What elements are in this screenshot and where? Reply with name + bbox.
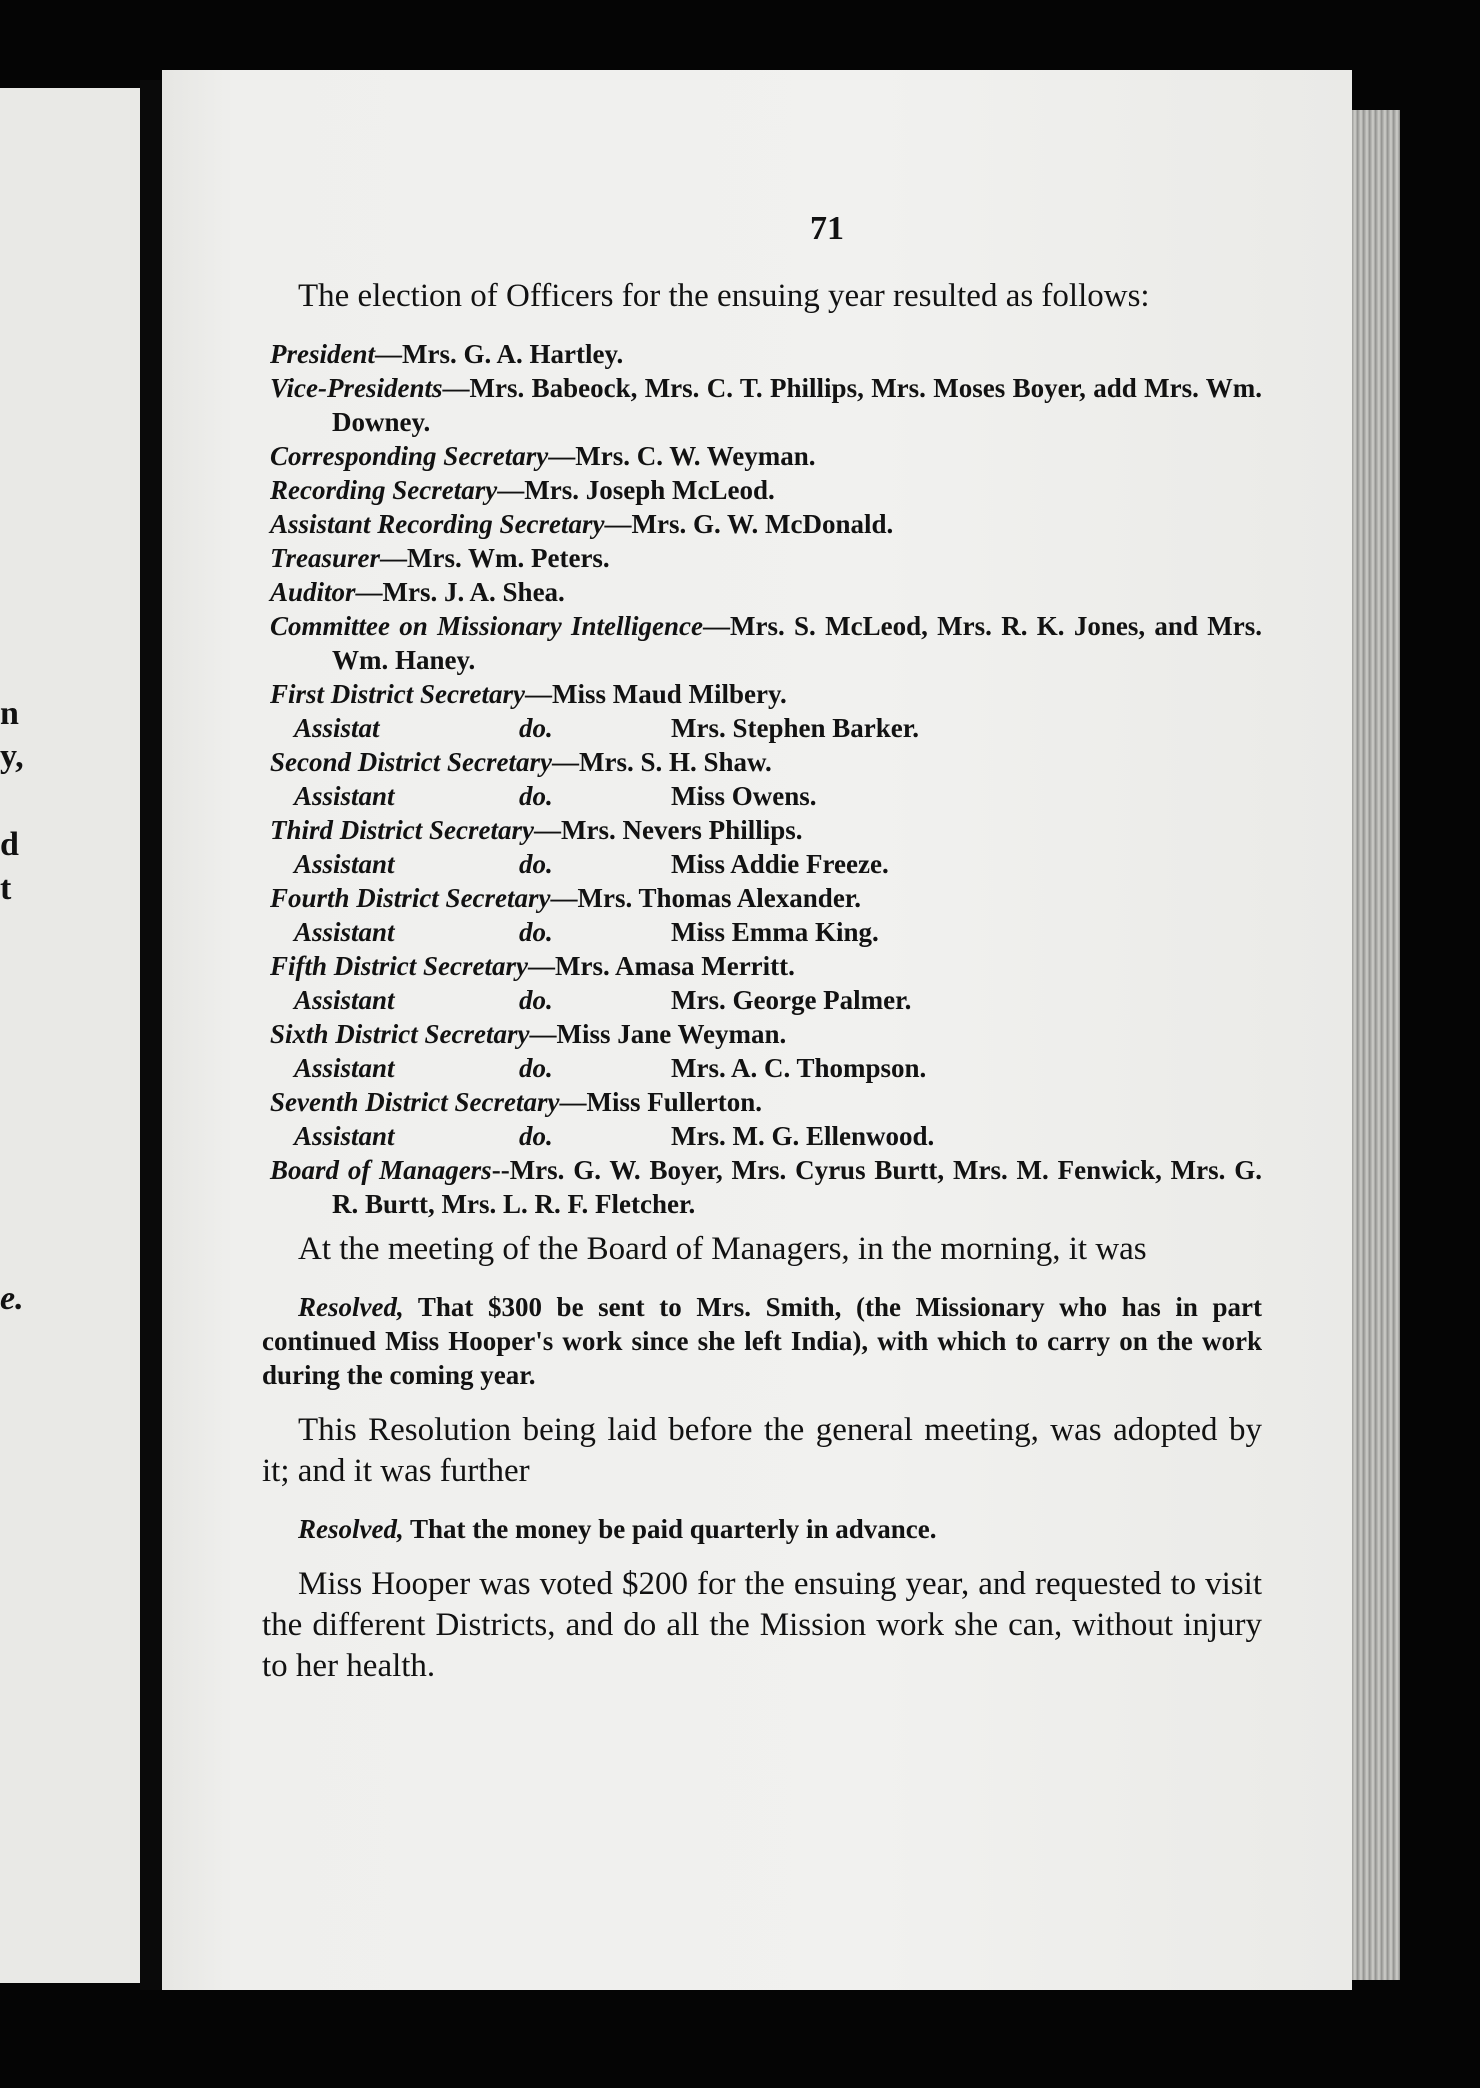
ditto-mark: do.	[519, 1053, 553, 1083]
assistant-entry	[262, 915, 1262, 949]
dash-separator: —	[534, 815, 561, 845]
dash-separator: —	[529, 1019, 557, 1049]
assistant-title: Assistant	[294, 917, 395, 947]
ditto-mark: do.	[519, 985, 553, 1015]
officer-names: Mrs. Joseph McLeod.	[524, 475, 775, 505]
officer-names: Mrs. G. A. Hartley.	[402, 339, 624, 369]
dash-separator: —	[551, 747, 579, 777]
officer-entry	[262, 541, 1262, 575]
officer-entry	[262, 881, 1262, 915]
assistant-entry	[262, 847, 1262, 881]
dash-separator: —	[528, 951, 555, 981]
assistant-names: Mrs. George Palmer.	[671, 985, 912, 1015]
officer-entry	[262, 439, 1262, 473]
ditto-mark: do.	[519, 781, 553, 811]
assistant-entry	[262, 1051, 1262, 1085]
assistant-names: Miss Emma King.	[671, 917, 879, 947]
assistant-names: Mrs. M. G. Ellenwood.	[671, 1121, 935, 1151]
office-title: Third District Secretary	[270, 815, 534, 845]
assistant-title: Assistant	[294, 781, 395, 811]
officer-entry	[262, 1017, 1262, 1051]
office-title: Treasurer	[270, 543, 381, 573]
office-title: Fourth District Secretary	[270, 883, 551, 913]
dash-separator: —	[559, 1087, 587, 1117]
office-title: Seventh District Secretary	[270, 1087, 560, 1117]
officer-names: Miss Maud Milbery.	[552, 679, 787, 709]
dash-separator: —	[702, 611, 730, 641]
facing-page-letter: d	[0, 826, 19, 863]
assistant-title: Assistant	[294, 849, 395, 879]
officer-names: Mrs. S. McLeod, Mrs. R. K. Jones, and Mrs. Wm. Haney.	[332, 611, 1262, 675]
hooper-paragraph: Miss Hooper was voted $200 for the ensuing year, and requested to visit the different Districts, and do all the Mission work she can, without injury to her health.	[262, 1566, 1262, 1684]
officer-list	[262, 337, 1262, 1221]
office-title: Auditor	[270, 577, 356, 607]
assistant-entry	[262, 779, 1262, 813]
assistant-title: Assistant	[294, 985, 395, 1015]
assistant-names: Mrs. Stephen Barker.	[671, 713, 919, 743]
dash-separator: —	[497, 475, 525, 505]
officer-entry	[262, 337, 1262, 371]
assistant-names: Mrs. A. C. Thompson.	[671, 1053, 927, 1083]
dash-separator: —	[550, 883, 578, 913]
officer-entry	[262, 371, 1262, 439]
office-title: Recording Secretary	[270, 475, 498, 505]
officer-entry	[262, 609, 1262, 677]
assistant-title: Assistant	[294, 1121, 395, 1151]
page-edge-stack	[1352, 110, 1400, 1980]
officer-entry	[262, 745, 1262, 779]
resolution-label: Resolved,	[298, 1514, 404, 1544]
officer-entry	[262, 473, 1262, 507]
assistant-title: Assistant	[294, 1053, 395, 1083]
officer-names: Miss Fullerton.	[586, 1087, 762, 1117]
office-title: Second District Secretary	[270, 747, 552, 777]
dash-separator: —	[355, 577, 383, 607]
page-number: 71	[810, 210, 844, 247]
ditto-mark: do.	[519, 1121, 553, 1151]
officer-names: Mrs. Amasa Merritt.	[555, 951, 795, 981]
dash-separator: —	[375, 339, 402, 369]
dash-separator: —	[548, 441, 576, 471]
officer-entry	[262, 1153, 1262, 1221]
office-title: First District Secretary	[270, 679, 525, 709]
dash-separator: —	[442, 373, 470, 403]
election-intro: The election of Officers for the ensuing year resulted as follows:	[298, 278, 1150, 314]
office-title: Fifth District Secretary	[270, 951, 528, 981]
assistant-entry	[262, 1119, 1262, 1153]
dash-separator: --	[491, 1155, 510, 1185]
assistant-names: Miss Owens.	[671, 781, 817, 811]
facing-page-letter: n	[0, 695, 19, 732]
meeting-paragraph: At the meeting of the Board of Managers, in the morning, it was	[298, 1231, 1147, 1267]
facing-page-letter: y,	[0, 738, 24, 775]
facing-page-letter: t	[0, 870, 12, 907]
officer-entry	[262, 813, 1262, 847]
office-title: Sixth District Secretary	[270, 1019, 530, 1049]
resolution-text: That the money be paid quarterly in advance.	[410, 1514, 937, 1544]
officer-names: Miss Jane Weyman.	[556, 1019, 787, 1049]
assistant-entry	[262, 983, 1262, 1017]
facing-page-letter: e.	[0, 1280, 24, 1317]
office-title: Assistant Recording Secretary	[270, 509, 605, 539]
resolution-second	[262, 1512, 1262, 1546]
officer-entry	[262, 949, 1262, 983]
officer-names: Mrs. G. W. Boyer, Mrs. Cyrus Burtt, Mrs. M. Fenwick, Mrs. G. R. Burtt, Mrs. L. R. F. Fletcher.	[332, 1155, 1262, 1219]
office-title: Corresponding Secretary	[270, 441, 549, 471]
officer-names: Mrs. Nevers Phillips.	[561, 815, 803, 845]
resolution-first	[262, 1290, 1262, 1392]
officer-names: Mrs. G. W. McDonald.	[631, 509, 894, 539]
resolution-text: That $300 be sent to Mrs. Smith, (the Missionary who has in part continued Miss Hooper's work since she left India), with which to carry on the work during the coming year.	[262, 1292, 1262, 1390]
officer-names: Mrs. C. W. Weyman.	[575, 441, 816, 471]
officer-entry	[262, 677, 1262, 711]
officer-names: Mrs. J. A. Shea.	[382, 577, 565, 607]
assistant-names: Miss Addie Freeze.	[671, 849, 889, 879]
officer-names: Mrs. S. H. Shaw.	[578, 747, 772, 777]
office-title: President	[270, 339, 375, 369]
resolution-label: Resolved,	[298, 1292, 404, 1322]
assistant-entry	[262, 711, 1262, 745]
office-title: Board of Managers	[270, 1155, 492, 1185]
ditto-mark: do.	[519, 917, 553, 947]
ditto-mark: do.	[519, 849, 553, 879]
office-title: Committee on Missionary Intelligence	[270, 611, 703, 641]
assistant-title: Assistat	[294, 713, 380, 743]
adopted-paragraph: This Resolution being laid before the general meeting, was adopted by it; and it was further	[262, 1412, 1262, 1489]
office-title: Vice-Presidents	[270, 373, 443, 403]
dash-separator: —	[604, 509, 632, 539]
officer-names: Mrs. Thomas Alexander.	[577, 883, 862, 913]
book-gutter	[140, 80, 162, 1990]
facing-page-fragment	[0, 88, 140, 1983]
page-content	[262, 210, 1262, 1707]
officer-entry	[262, 575, 1262, 609]
officer-entry	[262, 507, 1262, 541]
dash-separator: —	[380, 543, 408, 573]
dash-separator: —	[525, 679, 552, 709]
officer-entry	[262, 1085, 1262, 1119]
officer-names: Mrs. Babeock, Mrs. C. T. Phillips, Mrs. Moses Boyer, add Mrs. Wm. Downey.	[332, 373, 1262, 437]
ditto-mark: do.	[519, 713, 553, 743]
officer-names: Mrs. Wm. Peters.	[407, 543, 610, 573]
